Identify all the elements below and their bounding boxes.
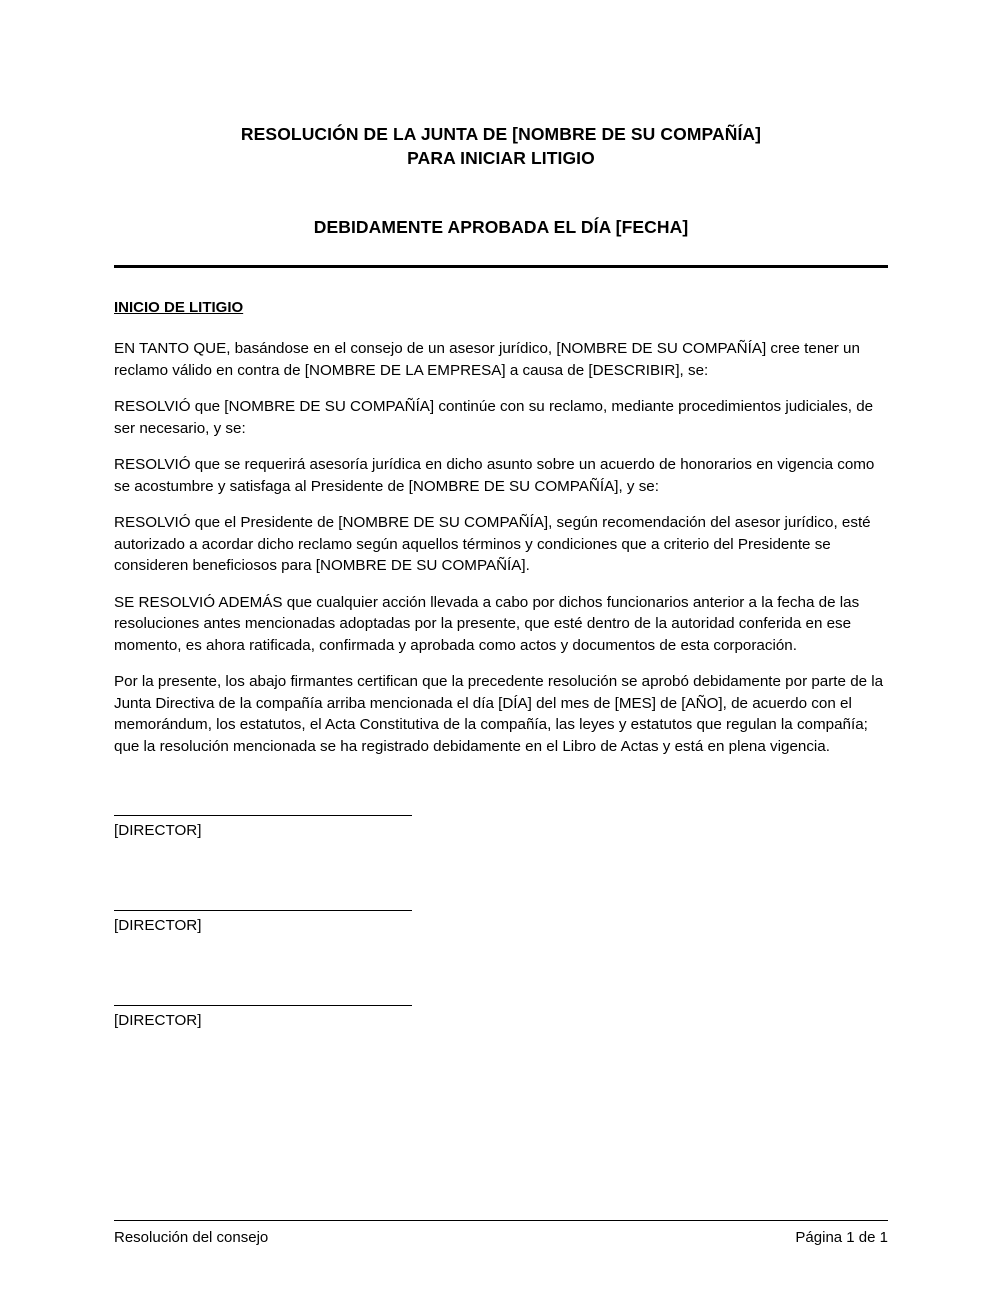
header-divider: [114, 265, 888, 268]
document-title-line-1: RESOLUCIÓN DE LA JUNTA DE [NOMBRE DE SU COMPAÑÍA]: [240, 124, 762, 144]
paragraph: Por la presente, los abajo firmantes certifican que la precedente resolución se aprobó debidamente por parte de la Junta Directiva de la compañía arriba mencionada el día [DÍA] del mes de [MES] de [AÑO], de acuerdo con el memorándum, los estatutos, el Acta Constitutiva de la compañía, las leyes y estatutos que regulan la compañía; que la resolución mencionada se ha registrado debidamente en el Libro de Actas y está en plena vigencia.: [114, 673, 884, 755]
signature-line[interactable]: [114, 910, 412, 911]
signature-label: [DIRECTOR]: [114, 1012, 202, 1029]
signature-block: [114, 815, 888, 1031]
document-title: [114, 122, 888, 170]
footer-row: [114, 1227, 888, 1248]
document-subtitle: DEBIDAMENTE APROBADA EL DÍA [FECHA]: [313, 217, 689, 237]
document-title-line-2: PARA INICIAR LITIGIO: [407, 148, 595, 168]
paragraph: SE RESOLVIÓ ADEMÁS que cualquier acción llevada a cabo por dichos funcionarios anterior a la fecha de las resoluciones antes mencionadas adoptadas por la presente, que esté dentro de la autoridad conferida en ese momento, es ahora ratificada, confirmada y aprobada como actos y documentos de esta corporación.: [114, 593, 860, 654]
document-content: [114, 0, 888, 1031]
signature-label: [DIRECTOR]: [114, 822, 202, 839]
section-heading-inicio-de-litigio: INICIO DE LITIGIO: [114, 299, 244, 316]
body-section: [114, 298, 888, 757]
paragraph: RESOLVIÓ que se requerirá asesoría jurídica en dicho asunto sobre un acuerdo de honorarios en vigencia como se acostumbre y satisfaga al Presidente de [NOMBRE DE SU COMPAÑÍA], y se:: [114, 456, 875, 495]
signature-label: [DIRECTOR]: [114, 917, 202, 934]
signature-line[interactable]: [114, 1005, 412, 1006]
paragraph: RESOLVIÓ que el Presidente de [NOMBRE DE SU COMPAÑÍA], según recomendación del asesor jurídico, esté autorizado a acordar dicho reclamo según aquellos términos y condiciones que a criterio del Presidente se consideren beneficiosos para [NOMBRE DE SU COMPAÑÍA].: [114, 514, 871, 574]
title-block: [114, 0, 888, 239]
footer-divider: [114, 1220, 888, 1221]
signature-group: [114, 910, 888, 936]
signature-group: [114, 815, 888, 841]
page-footer: [114, 1220, 888, 1248]
paragraph: RESOLVIÓ que [NOMBRE DE SU COMPAÑÍA] continúe con su reclamo, mediante procedimientos judiciales, de ser necesario, y se:: [114, 398, 874, 437]
footer-page-number: Página 1 de 1: [795, 1229, 888, 1246]
signature-group: [114, 1005, 888, 1031]
paragraph: EN TANTO QUE, basándose en el consejo de un asesor jurídico, [NOMBRE DE SU COMPAÑÍA] cree tener un reclamo válido en contra de [NOMBRE DE LA EMPRESA] a causa de [DESCRIBIR], se:: [114, 340, 860, 379]
footer-document-name: Resolución del consejo: [114, 1229, 269, 1246]
signature-line[interactable]: [114, 815, 412, 816]
